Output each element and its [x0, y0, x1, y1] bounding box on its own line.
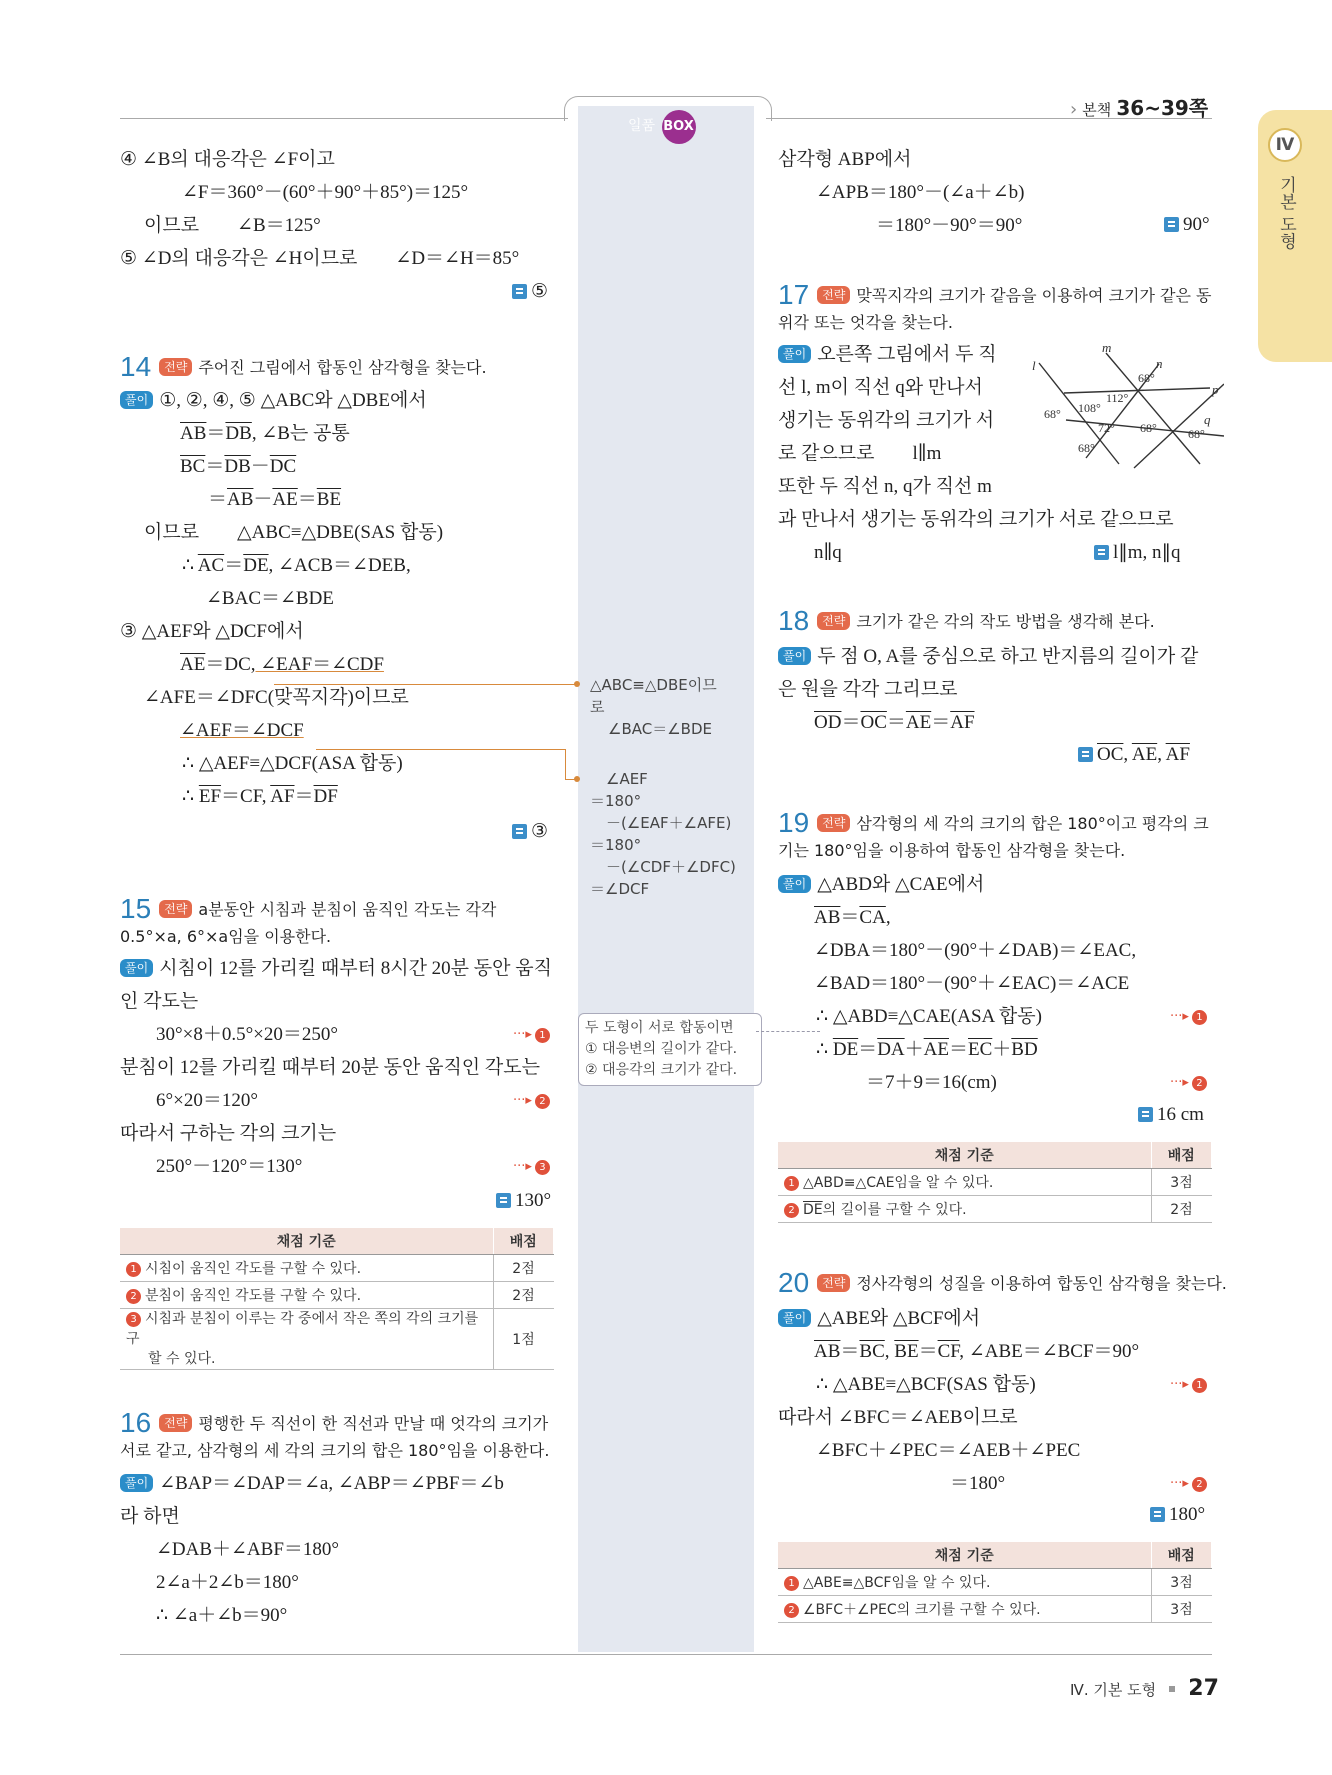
q17-header: 17 전략 맞꼭지각의 크기가 같음을 이용하여 크기가 같은 동 — [778, 279, 1212, 310]
answer-icon — [1150, 1507, 1165, 1522]
grading-table-20: 채점 기준 배점 1 △ABE≡△BCF임을 알 수 있다. 3점 2 ∠BFC＋∠PEC의 크기를 구할 수 있다. 3점 — [778, 1542, 1212, 1623]
box-badge: BOX — [662, 110, 696, 144]
angle-68-bottom: 68° — [1078, 441, 1095, 455]
angle-108: 108° — [1078, 401, 1101, 415]
angle-68-top: 68° — [1138, 371, 1155, 385]
label-p: p — [1212, 382, 1219, 397]
footer-chapter: Ⅳ. 기본 도형 — [1070, 1681, 1157, 1699]
side-note-3: 두 도형이 서로 합동이면 ① 대응변의 길이가 같다. ② 대응각의 크기가 같다. — [578, 1013, 762, 1086]
grading-table-19: 채점 기준 배점 1 △ABD≡△CAE임을 알 수 있다. 3점 2 $\overline{DE}$의 길이를 구할 수 있다. 2점 — [778, 1142, 1212, 1223]
connector-line-2 — [316, 749, 566, 750]
connector-line-1 — [274, 684, 578, 685]
q14-line12: ∴ △AEF≡△DCF(ASA 합동) — [182, 753, 403, 774]
q15-line3: 30°×8＋0.5°×20＝250° — [156, 1024, 338, 1045]
q19-line1: 풀이 △ABD와 △CAE에서 — [778, 868, 984, 901]
question-number: 14 — [120, 351, 152, 382]
solution-tag: 풀이 — [778, 875, 811, 893]
angle-68-left: 68° — [1044, 407, 1061, 421]
q17-line1: 풀이 오른쪽 그림에서 두 직 — [778, 338, 997, 371]
strategy-tag: 전략 — [159, 900, 192, 918]
question-number: 19 — [778, 807, 810, 838]
q14-line4: $=\overline{AB}-\overline{AE}=\overline{BE}$ — [208, 489, 342, 510]
q19-line3: ∠DBA＝180°－(90°＋∠DAB)＝∠EAC, — [814, 940, 1137, 961]
page-reference: › 본책 36~39쪽 — [1070, 96, 1209, 120]
label-m: m — [1102, 340, 1112, 355]
side-note-2: ∠AEF ＝180° －(∠EAF＋∠AFE) ＝180° －(∠CDF＋∠DFC) ＝∠DCF — [590, 770, 736, 898]
q18-line2: 은 원을 각각 그리므로 — [778, 679, 958, 700]
q20-line6: ＝180° — [950, 1473, 1006, 1494]
q20-line4: 따라서 ∠BFC＝∠AEB이므로 — [778, 1407, 1018, 1428]
step-mark-2: ···▸ 2 — [513, 1093, 550, 1109]
answer-19: 16 cm — [1138, 1104, 1204, 1126]
solution-tag: 풀이 — [778, 1309, 811, 1327]
solution-tag: 풀이 — [120, 391, 153, 409]
answer-16: 90° — [1164, 214, 1210, 236]
question-number: 20 — [778, 1267, 810, 1298]
left-cont-line2: ∠F＝360°－(60°＋90°＋85°)＝125° — [182, 182, 469, 203]
connector-line-2v — [565, 749, 566, 779]
right-cont-line2: ∠APB＝180°－(∠a＋∠b) — [816, 182, 1025, 203]
q15-strategy2: 0.5°×a, 6°×a임을 이용한다. — [120, 927, 332, 946]
line-m — [1106, 353, 1200, 464]
strategy-tag: 전략 — [817, 612, 850, 630]
page-number: 27 — [1188, 1676, 1219, 1701]
q17-strategy2: 위각 또는 엇각을 찾는다. — [778, 313, 953, 332]
answer-13: ⑤ — [512, 280, 548, 303]
q19-line6: ∴ $\overline{DE}=\overline{DA}+\overline{AE}=\overline{EC}+\overline{BD}$ — [816, 1039, 1038, 1060]
right-cont-line3: ＝180°－90°＝90° — [876, 215, 1023, 236]
answer-icon — [1138, 1107, 1153, 1122]
answer-icon — [1078, 747, 1093, 762]
q14-line5: 이므로 △ABC≡△DBE(SAS 합동) — [144, 522, 444, 543]
chapter-roman: Ⅳ — [1268, 128, 1302, 162]
solution-tag: 풀이 — [778, 647, 811, 665]
q19-line5: ∴ △ABD≡△CAE(ASA 합동) — [816, 1006, 1042, 1027]
answer-14: ③ — [512, 820, 548, 843]
answer-icon — [1094, 545, 1109, 560]
solution-tag: 풀이 — [778, 345, 811, 363]
footer-rule — [120, 1654, 1212, 1655]
question-number: 17 — [778, 279, 810, 310]
answer-20: 180° — [1150, 1504, 1205, 1526]
angle-68-mid: 68° — [1140, 421, 1157, 435]
q15-line2: 인 각도는 — [120, 991, 199, 1012]
q20-line3: ∴ △ABE≡△BCF(SAS 합동) — [816, 1374, 1036, 1395]
answer-icon — [1164, 217, 1179, 232]
q20-header: 20 전략 정사각형의 성질을 이용하여 합동인 삼각형을 찾는다. — [778, 1267, 1227, 1298]
q14-header: 14 전략 주어진 그림에서 합동인 삼각형을 찾는다. — [120, 351, 487, 382]
q14-line10: ∠AFE＝∠DFC(맞꼭지각)이므로 — [144, 687, 409, 708]
strategy-tag: 전략 — [817, 286, 850, 304]
q14-line8: ③ △AEF와 △DCF에서 — [120, 621, 304, 642]
strategy-tag: 전략 — [159, 1414, 192, 1432]
question-number: 15 — [120, 893, 152, 924]
q15-header: 15 전략 a분동안 시침과 분침이 움직인 각도는 각각 — [120, 893, 497, 924]
angle-72: 72° — [1098, 421, 1115, 435]
connector-dot-1 — [574, 681, 580, 687]
footer — [1070, 1676, 1219, 1701]
strategy-tag: 전략 — [159, 358, 192, 376]
q14-line6: ∴ $\overline{AC}=\overline{DE}$, ∠ACB＝∠DEB, — [182, 555, 411, 576]
chevron-right-icon: › — [1070, 99, 1078, 120]
q14-line3: $\overline{BC}=\overline{DB}-\overline{DC}$ — [180, 456, 297, 477]
q17-line6: 과 만나서 생기는 동위각의 크기가 서로 같으므로 — [778, 509, 1174, 530]
step-mark-1: ···▸ 1 — [1170, 1009, 1207, 1025]
q14-line1: 풀이 ①, ②, ④, ⑤ △ABC와 △DBE에서 — [120, 384, 427, 417]
q14-line13: ∴ $\overline{EF}=CF$, $\overline{AF}=\overline{DF}$ — [182, 786, 338, 807]
chapter-title: 기본 도형 — [1276, 176, 1296, 250]
angle-112: 112° — [1106, 391, 1129, 405]
answer-icon — [512, 284, 527, 299]
side-note-1: △ABC≡△DBE이므 로 ∠BAC＝∠BDE — [590, 676, 717, 738]
q16-line3: ∠DAB＋∠ABF＝180° — [156, 1539, 340, 1560]
q18-line1: 풀이 두 점 O, A를 중심으로 하고 반지름의 길이가 같 — [778, 640, 1198, 673]
q16-line2: 라 하면 — [120, 1506, 180, 1527]
q18-header: 18 전략 크기가 같은 각의 작도 방법을 생각해 본다. — [778, 605, 1155, 636]
label-q: q — [1204, 412, 1211, 427]
strategy-tag: 전략 — [817, 814, 850, 832]
footer-dot — [1169, 1686, 1175, 1692]
q19-strategy2: 기는 180°임을 이용하여 합동인 삼각형을 찾는다. — [778, 841, 1126, 860]
box-label: 일품 BOX — [628, 110, 696, 144]
q14-line7: ∠BAC＝∠BDE — [206, 588, 334, 609]
q20-line2: $\overline{AB}=\overline{BC}$, $\overline{BE}=\overline{CF}$, ∠ABE＝∠BCF＝90° — [814, 1341, 1140, 1362]
left-cont-line4: ⑤ ∠D의 대응각은 ∠H이므로 ∠D＝∠H＝85° — [120, 248, 520, 269]
answer-icon — [512, 824, 527, 839]
q17-line4: 로 같으므로 l∥m — [778, 443, 942, 464]
left-cont-line3: 이므로 ∠B＝125° — [144, 215, 321, 236]
q16-strategy2: 서로 같고, 삼각형의 세 각의 크기의 합은 180°임을 이용한다. — [120, 1441, 550, 1460]
solution-tag: 풀이 — [120, 959, 153, 977]
q17-line5: 또한 두 직선 n, q가 직선 m — [778, 476, 992, 497]
q16-line1: 풀이 ∠BAP＝∠DAP＝∠a, ∠ABP＝∠PBF＝∠b — [120, 1467, 504, 1500]
q15-line5: 6°×20＝120° — [156, 1090, 258, 1111]
q19-line2: $\overline{AB}=\overline{CA}$, — [814, 907, 891, 928]
q19-line4: ∠BAD＝180°－(90°＋∠EAC)＝∠ACE — [814, 973, 1130, 994]
q15-line7: 250°－120°＝130° — [156, 1156, 303, 1177]
solution-tag: 풀이 — [120, 1474, 153, 1492]
step-mark-1: ···▸ 1 — [1170, 1377, 1207, 1393]
answer-17: l∥m, n∥q — [1094, 541, 1181, 564]
q17-line2: 선 l, m이 직선 q와 만나서 — [778, 377, 983, 398]
left-cont-line1: ④ ∠B의 대응각은 ∠F이고 — [120, 149, 335, 170]
answer-18: $\overline{OC}$, $\overline{AE}$, $\overline{AF}$ — [1078, 744, 1190, 766]
label-n: n — [1156, 356, 1163, 371]
q17-line7: n∥q — [814, 542, 842, 563]
q20-line1: 풀이 △ABE와 △BCF에서 — [778, 1302, 980, 1335]
q19-line7: ＝7＋9＝16(cm) — [866, 1072, 997, 1093]
angle-68-right: 68° — [1188, 427, 1205, 441]
q16-line4: 2∠a＋2∠b＝180° — [156, 1572, 299, 1593]
grading-table-15: 채점 기준 배점 1 시침이 움직인 각도를 구할 수 있다. 2점 2 분침이 움직인 각도를 구할 수 있다. 2점 3 시침과 분침이 이루는 각 중에서 작은 쪽의 각의 크기를 구 할 수 있다. 1점 — [120, 1228, 554, 1370]
header-rule-left — [120, 118, 568, 119]
q16-line5: ∴ ∠a＋∠b＝90° — [156, 1605, 288, 1626]
q20-line5: ∠BFC＋∠PEC＝∠AEB＋∠PEC — [816, 1440, 1081, 1461]
q16-header: 16 전략 평행한 두 직선이 한 직선과 만날 때 엇각의 크기가 — [120, 1407, 549, 1438]
q15-line1: 풀이 시침이 12를 가리킬 때부터 8시간 20분 동안 움직 — [120, 952, 552, 985]
question-number: 16 — [120, 1407, 152, 1438]
q18-line3: $\overline{OD}=\overline{OC}=\overline{AE}=\overline{AF}$ — [814, 712, 975, 733]
q15-line6: 따라서 구하는 각의 크기는 — [120, 1123, 337, 1144]
step-mark-1: ···▸ 1 — [513, 1027, 550, 1043]
connector-dot-2 — [574, 776, 580, 782]
dashed-connector — [756, 1031, 820, 1032]
q14-line2: $\overline{AB}=\overline{DB}$, ∠B는 공통 — [180, 423, 350, 444]
question-number: 18 — [778, 605, 810, 636]
step-mark-2: ···▸ 2 — [1170, 1075, 1207, 1091]
right-cont-line1: 삼각형 ABP에서 — [778, 149, 912, 170]
q15-line4: 분침이 12를 가리킬 때부터 20분 동안 움직인 각도는 — [120, 1057, 540, 1078]
strategy-tag: 전략 — [817, 1274, 850, 1292]
q14-line9: $\overline{AE}=DC$, ∠EAF＝∠CDF — [180, 654, 384, 675]
parallel-lines-figure — [1024, 338, 1224, 470]
label-l: l — [1032, 358, 1036, 373]
answer-15: 130° — [496, 1190, 551, 1212]
q14-line11: ∠AEF＝∠DCF — [180, 720, 304, 741]
answer-icon — [496, 1193, 511, 1208]
step-mark-3: ···▸ 3 — [513, 1159, 550, 1175]
q19-header: 19 전략 삼각형의 세 각의 크기의 합은 180°이고 평각의 크 — [778, 807, 1209, 838]
q17-line3: 생기는 동위각의 크기가 서 — [778, 410, 995, 431]
step-mark-2: ···▸ 2 — [1170, 1476, 1207, 1492]
